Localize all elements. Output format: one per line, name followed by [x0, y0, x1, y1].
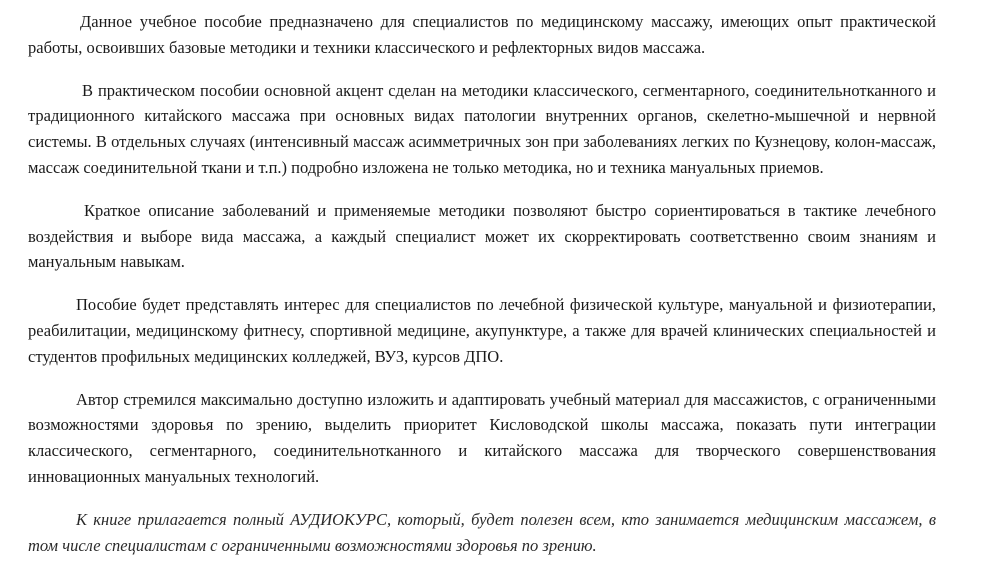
- audio-course-note: К книге прилагается полный АУДИОКУРС, который, будет полезен всем, кто занимается медицинским массажем, в том числе специалистам с ограниченными возможностями здоровья по зрению.: [28, 509, 936, 555]
- paragraph-intended-audience: Данное учебное пособие предназначено для специалистов по медицинскому массажу, имеющих опыт практической работы, освоивших базовые методики и техники классического и рефлекторных видов массажа.: [28, 12, 936, 57]
- paragraph-interest: Пособие будет представлять интерес для специалистов по лечебной физической культуре, мануальной и физиотерапии, реабилитации, медицинскому фитнесу, спортивной медицине, акупунктуре, а также для врачей клинических специальностей и студентов профильных медицинских колледжей, ВУЗ, курсов ДПО.: [28, 295, 936, 366]
- document-body: [28, 9, 936, 558]
- paragraph-description: Краткое описание заболеваний и применяемые методики позволяют быстро сориентироваться в тактике лечебного воздействия и выборе вида массажа, а каждый специалист может их скорректировать соответственно своим знаниям и мануальным навыкам.: [28, 200, 936, 272]
- paragraph-focus: В практическом пособии основной акцент сделан на методики классического, сегментарного, соединительнотканного и традиционного китайского массажа при основных видах патологии внутренних органов, скелетно-мышечной и нервной системы. В отдельных случаях (интенсивный массаж асимметричных зон при заболеваниях легких по Кузнецову, колон-массаж, массаж соединительной ткани и т.п.) подробно изложена не только методика, но и техника мануальных приемов.: [28, 80, 936, 177]
- paragraph-author-aim: Автор стремился максимально доступно изложить и адаптировать учебный материал для массажистов, с ограниченными возможностями здоровья по зрению, выделить приоритет Кисловодской школы массажа, показать пути интеграции классического, сегментарного, соединительнотканного и китайского массажа для творческого совершенствования инновационных мануальных технологий.: [28, 389, 936, 486]
